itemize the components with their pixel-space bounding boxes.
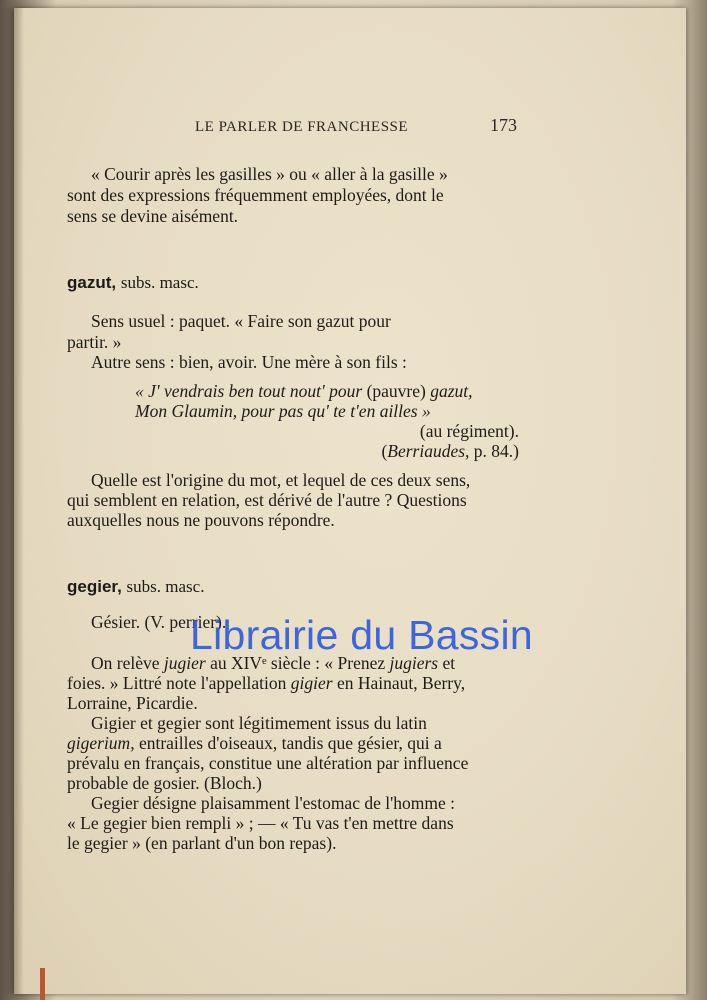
text-run: au XIVᵉ siècle : « Prenez: [210, 653, 386, 673]
headword: gazut,: [67, 273, 117, 292]
source-title: Berriaudes,: [387, 441, 470, 461]
quote-source: (Berriaudes, p. 84.): [381, 441, 519, 461]
quote-aside: (pauvre): [366, 381, 426, 401]
gazut-comment-1: Quelle est l'origine du mot, et lequel de ces deux sens,: [91, 470, 471, 490]
running-title: LE PARLER DE FRANCHESSE: [195, 119, 409, 135]
gazut-sense-1-cont: partir. »: [67, 332, 122, 352]
gegier-p2-line-3: prévalu en français, constitue une altération par influence: [67, 753, 469, 773]
text-run: entrailles d'oiseaux, tandis que gésier, qui a: [138, 733, 442, 753]
gazut-sense-1: Sens usuel : paquet. « Faire son gazut pour: [91, 311, 391, 331]
gegier-p1-line-3: Lorraine, Picardie.: [67, 693, 198, 713]
italic-term: jugiers: [389, 653, 439, 673]
text-run: en Hainaut, Berry,: [336, 673, 466, 693]
quote-text: « J' vendrais ben tout nout' pour: [135, 381, 363, 401]
gegier-p1-line-2: [67, 673, 519, 694]
quote-line-1: [135, 381, 520, 402]
gegier-p2-line-4: probable de gosier. (Bloch.): [67, 773, 262, 793]
gazut-comment-2: qui semblent en relation, est dérivé de l'autre ? Questions: [67, 490, 467, 510]
italic-term: gigier: [290, 673, 333, 693]
intro-line-2: sont des expressions fréquemment employées, dont le: [67, 185, 444, 205]
italic-term: gigerium,: [67, 733, 135, 753]
text-run: On relève: [91, 653, 160, 673]
page-gutter-shadow: [14, 8, 24, 994]
quote-note: (au régiment).: [419, 421, 519, 441]
gegier-p2-line-1: Gigier et gegier sont légitimement issus du latin: [91, 713, 427, 733]
grammar-label: subs. masc.: [120, 273, 199, 292]
page-number: 173: [490, 115, 517, 135]
gazut-comment-3: auxquelles nous ne pouvons répondre.: [67, 510, 335, 530]
watermark-text: Librairie du Bassin: [190, 612, 533, 658]
quote-line-2: Mon Glaumin, pour pas qu' te t'en ailles »: [135, 401, 431, 421]
bookmark-ribbon: [40, 968, 45, 1000]
gazut-sense-2: Autre sens : bien, avoir. Une mère à son fils :: [91, 352, 407, 372]
italic-term: jugier: [163, 653, 206, 673]
entry-heading-gazut: [67, 273, 199, 293]
gegier-p2-line-2: [67, 733, 519, 754]
quote-text-end: gazut,: [430, 381, 473, 401]
entry-heading-gegier: [67, 577, 204, 597]
gegier-p3-line-3: le gegier » (en parlant d'un bon repas).: [67, 833, 337, 853]
grammar-label: subs. masc.: [126, 577, 205, 596]
text-run: et: [442, 653, 456, 673]
intro-line-1: « Courir après les gasilles » ou « aller à la gasille »: [91, 164, 448, 184]
gegier-p3-line-2: « Le gegier bien rempli » ; — « Tu vas t'en mettre dans: [67, 813, 454, 833]
intro-line-3: sens se devine aisément.: [67, 206, 239, 226]
headword: gegier,: [67, 577, 122, 596]
source-page: p. 84.: [473, 441, 514, 461]
gegier-p3-line-1: Gegier désigne plaisamment l'estomac de l'homme :: [91, 793, 455, 813]
gegier-definition: Gésier. (V. perrier).: [91, 612, 227, 632]
text-run: foies. » Littré note l'appellation: [67, 673, 287, 693]
